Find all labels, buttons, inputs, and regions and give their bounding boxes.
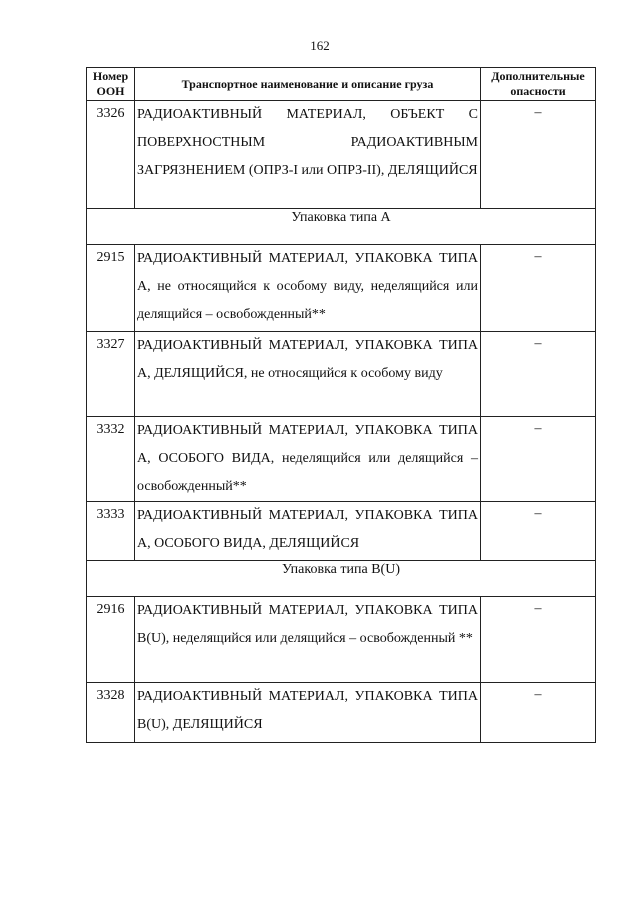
section-row (87, 209, 596, 245)
name-cell: РАДИОАКТИВНЫЙ МАТЕРИАЛ, УПАКОВКА ТИПА А, ДЕЛЯЩИЙСЯ, не относящийся к особому виду (135, 332, 481, 417)
hazard-cell: – (481, 597, 596, 683)
hazard-cell: – (481, 683, 596, 743)
section-title: Упаковка типа А (87, 209, 596, 245)
table-row (87, 332, 596, 417)
name-cell: РАДИОАКТИВНЫЙ МАТЕРИАЛ, УПАКОВКА ТИПА А, ОСОБОГО ВИДА, неделящийся или делящийся – освобожденный** (135, 417, 481, 502)
header-un-number: Номер ООН (87, 68, 135, 101)
un-number-cell: 3326 (87, 101, 135, 209)
page-number: 162 (310, 38, 330, 53)
header-additional-hazards: Дополнительные опасности (481, 68, 596, 101)
table-row (87, 502, 596, 561)
section-title: Упаковка типа В(U) (87, 561, 596, 597)
hazard-cell: – (481, 502, 596, 561)
name-cell: РАДИОАКТИВНЫЙ МАТЕРИАЛ, УПАКОВКА ТИПА А, не относящийся к особому виду, неделящийся или делящийся – освобожденный** (135, 245, 481, 332)
table-row (87, 101, 596, 209)
name-cell: РАДИОАКТИВНЫЙ МАТЕРИАЛ, ОБЪЕКТ С ПОВЕРХНОСТНЫМ РАДИОАКТИВНЫМ ЗАГРЯЗНЕНИЕМ (ОПРЗ-I или ОПРЗ-II), ДЕЛЯЩИЙСЯ (135, 101, 481, 209)
table-header-row (87, 68, 596, 101)
section-row (87, 561, 596, 597)
un-number-cell: 2915 (87, 245, 135, 332)
un-number-cell: 3327 (87, 332, 135, 417)
hazard-cell: – (481, 417, 596, 502)
table-row (87, 683, 596, 743)
hazard-cell: – (481, 332, 596, 417)
dangerous-goods-table (86, 67, 596, 743)
un-number-cell: 3328 (87, 683, 135, 743)
un-number-cell: 3333 (87, 502, 135, 561)
header-name: Транспортное наименование и описание груза (135, 68, 481, 101)
table-row (87, 417, 596, 502)
hazard-cell: – (481, 101, 596, 209)
table-row (87, 245, 596, 332)
name-cell: РАДИОАКТИВНЫЙ МАТЕРИАЛ, УПАКОВКА ТИПА А, ОСОБОГО ВИДА, ДЕЛЯЩИЙСЯ (135, 502, 481, 561)
un-number-cell: 2916 (87, 597, 135, 683)
name-cell: РАДИОАКТИВНЫЙ МАТЕРИАЛ, УПАКОВКА ТИПА В(U), ДЕЛЯЩИЙСЯ (135, 683, 481, 743)
un-number-cell: 3332 (87, 417, 135, 502)
hazard-cell: – (481, 245, 596, 332)
table-row (87, 597, 596, 683)
name-cell: РАДИОАКТИВНЫЙ МАТЕРИАЛ, УПАКОВКА ТИПА В(U), неделящийся или делящийся – освобожденный ** (135, 597, 481, 683)
